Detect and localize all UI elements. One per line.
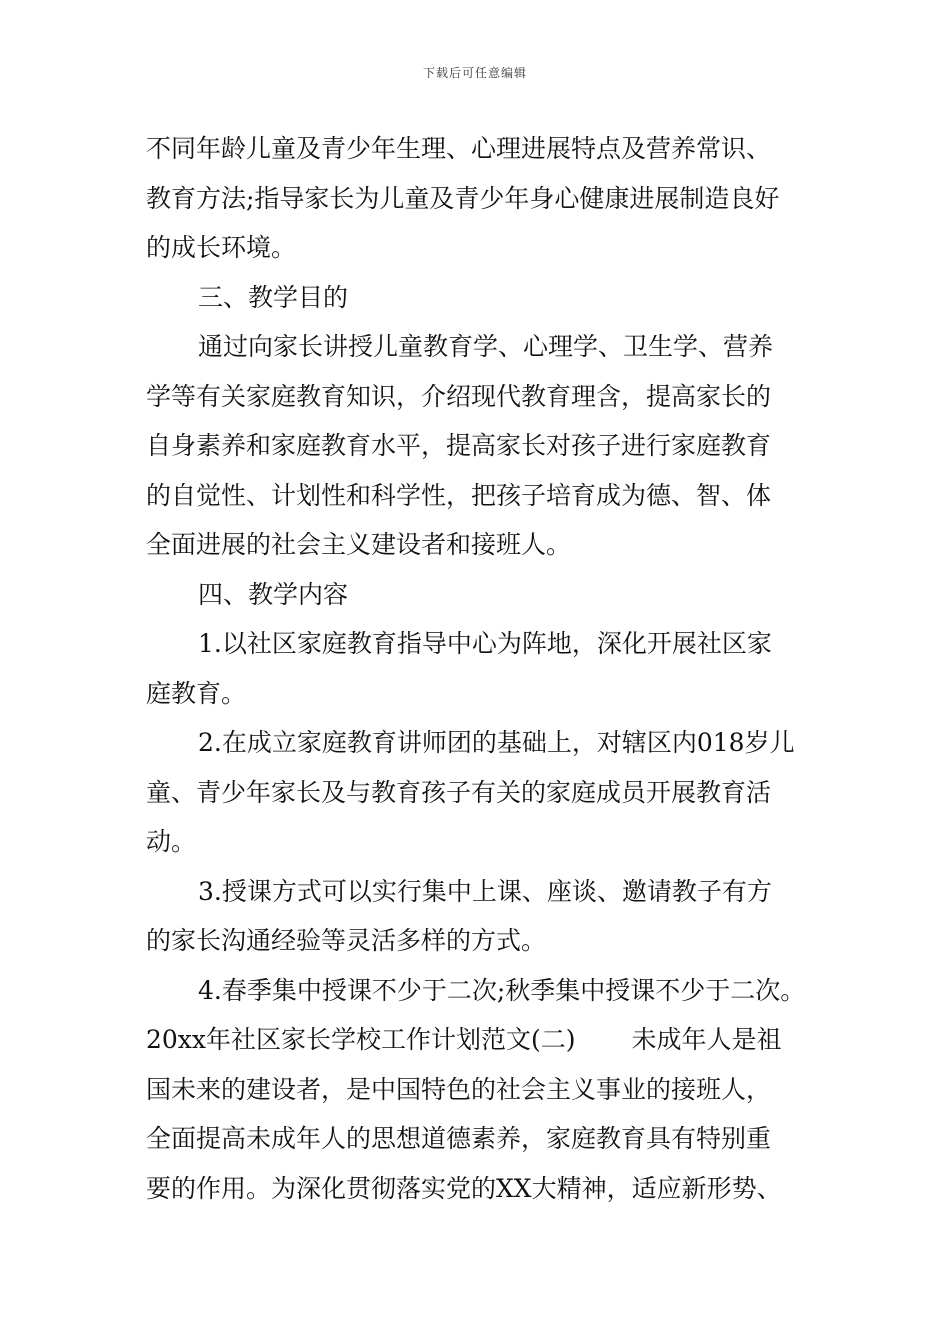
text-line: 4.春季集中授课不少于二次;秋季集中授课不少于二次。 xyxy=(198,975,806,1005)
section-heading: 四、教学内容 xyxy=(198,579,349,609)
section-heading: 三、教学目的 xyxy=(198,282,349,312)
document-body xyxy=(146,124,811,1213)
text-line: 童、青少年家长及与教育孩子有关的家庭成员开展教育活 xyxy=(146,777,772,807)
text-line: 教育方法;指导家长为儿童及青少年身心健康进展制造良好 xyxy=(146,183,780,213)
text-line: 通过向家长讲授儿童教育学、心理学、卫生学、营养 xyxy=(198,332,774,361)
text-line-with-title xyxy=(146,1015,811,1065)
text-line: 动。 xyxy=(146,827,197,856)
text-line: 学等有关家庭教育知识，介绍现代教育理含，提高家长的 xyxy=(146,381,772,411)
text-line: 3.授课方式可以实行集中上课、座谈、邀请教子有方 xyxy=(198,876,772,906)
text-line: 的家长沟通经验等灵活多样的方式。 xyxy=(146,926,547,955)
text-line: 国未来的建设者，是中国特色的社会主义事业的接班人， xyxy=(146,1074,772,1104)
text-line: 自身素养和家庭教育水平，提高家长对孩子进行家庭教育 xyxy=(146,431,772,460)
text-line: 全面提高未成年人的思想道德素养，家庭教育具有特别重 xyxy=(146,1124,772,1153)
text-line: 的自觉性、计划性和科学性，把孩子培育成为德、智、体 xyxy=(146,480,772,510)
text-line: 的成长环境。 xyxy=(146,233,297,262)
subtitle-text: 20xx年社区家长学校工作计划范文(二) xyxy=(146,1025,576,1054)
page-header: 下载后可任意编辑 xyxy=(422,66,527,80)
text-line: 要的作用。为深化贯彻落实党的XX大精神，适应新形势、 xyxy=(146,1173,782,1203)
text-fragment: 未成年人是祖 xyxy=(631,1025,782,1054)
text-line: 庭教育。 xyxy=(146,678,247,708)
text-line: 不同年龄儿童及青少年生理、心理进展特点及营养常识、 xyxy=(146,134,772,163)
text-line: 1.以社区家庭教育指导中心为阵地，深化开展社区家 xyxy=(198,629,772,658)
text-line: 2.在成立家庭教育讲师团的基础上，对辖区内018岁儿 xyxy=(198,728,795,757)
text-line: 全面进展的社会主义建设者和接班人。 xyxy=(146,530,572,559)
